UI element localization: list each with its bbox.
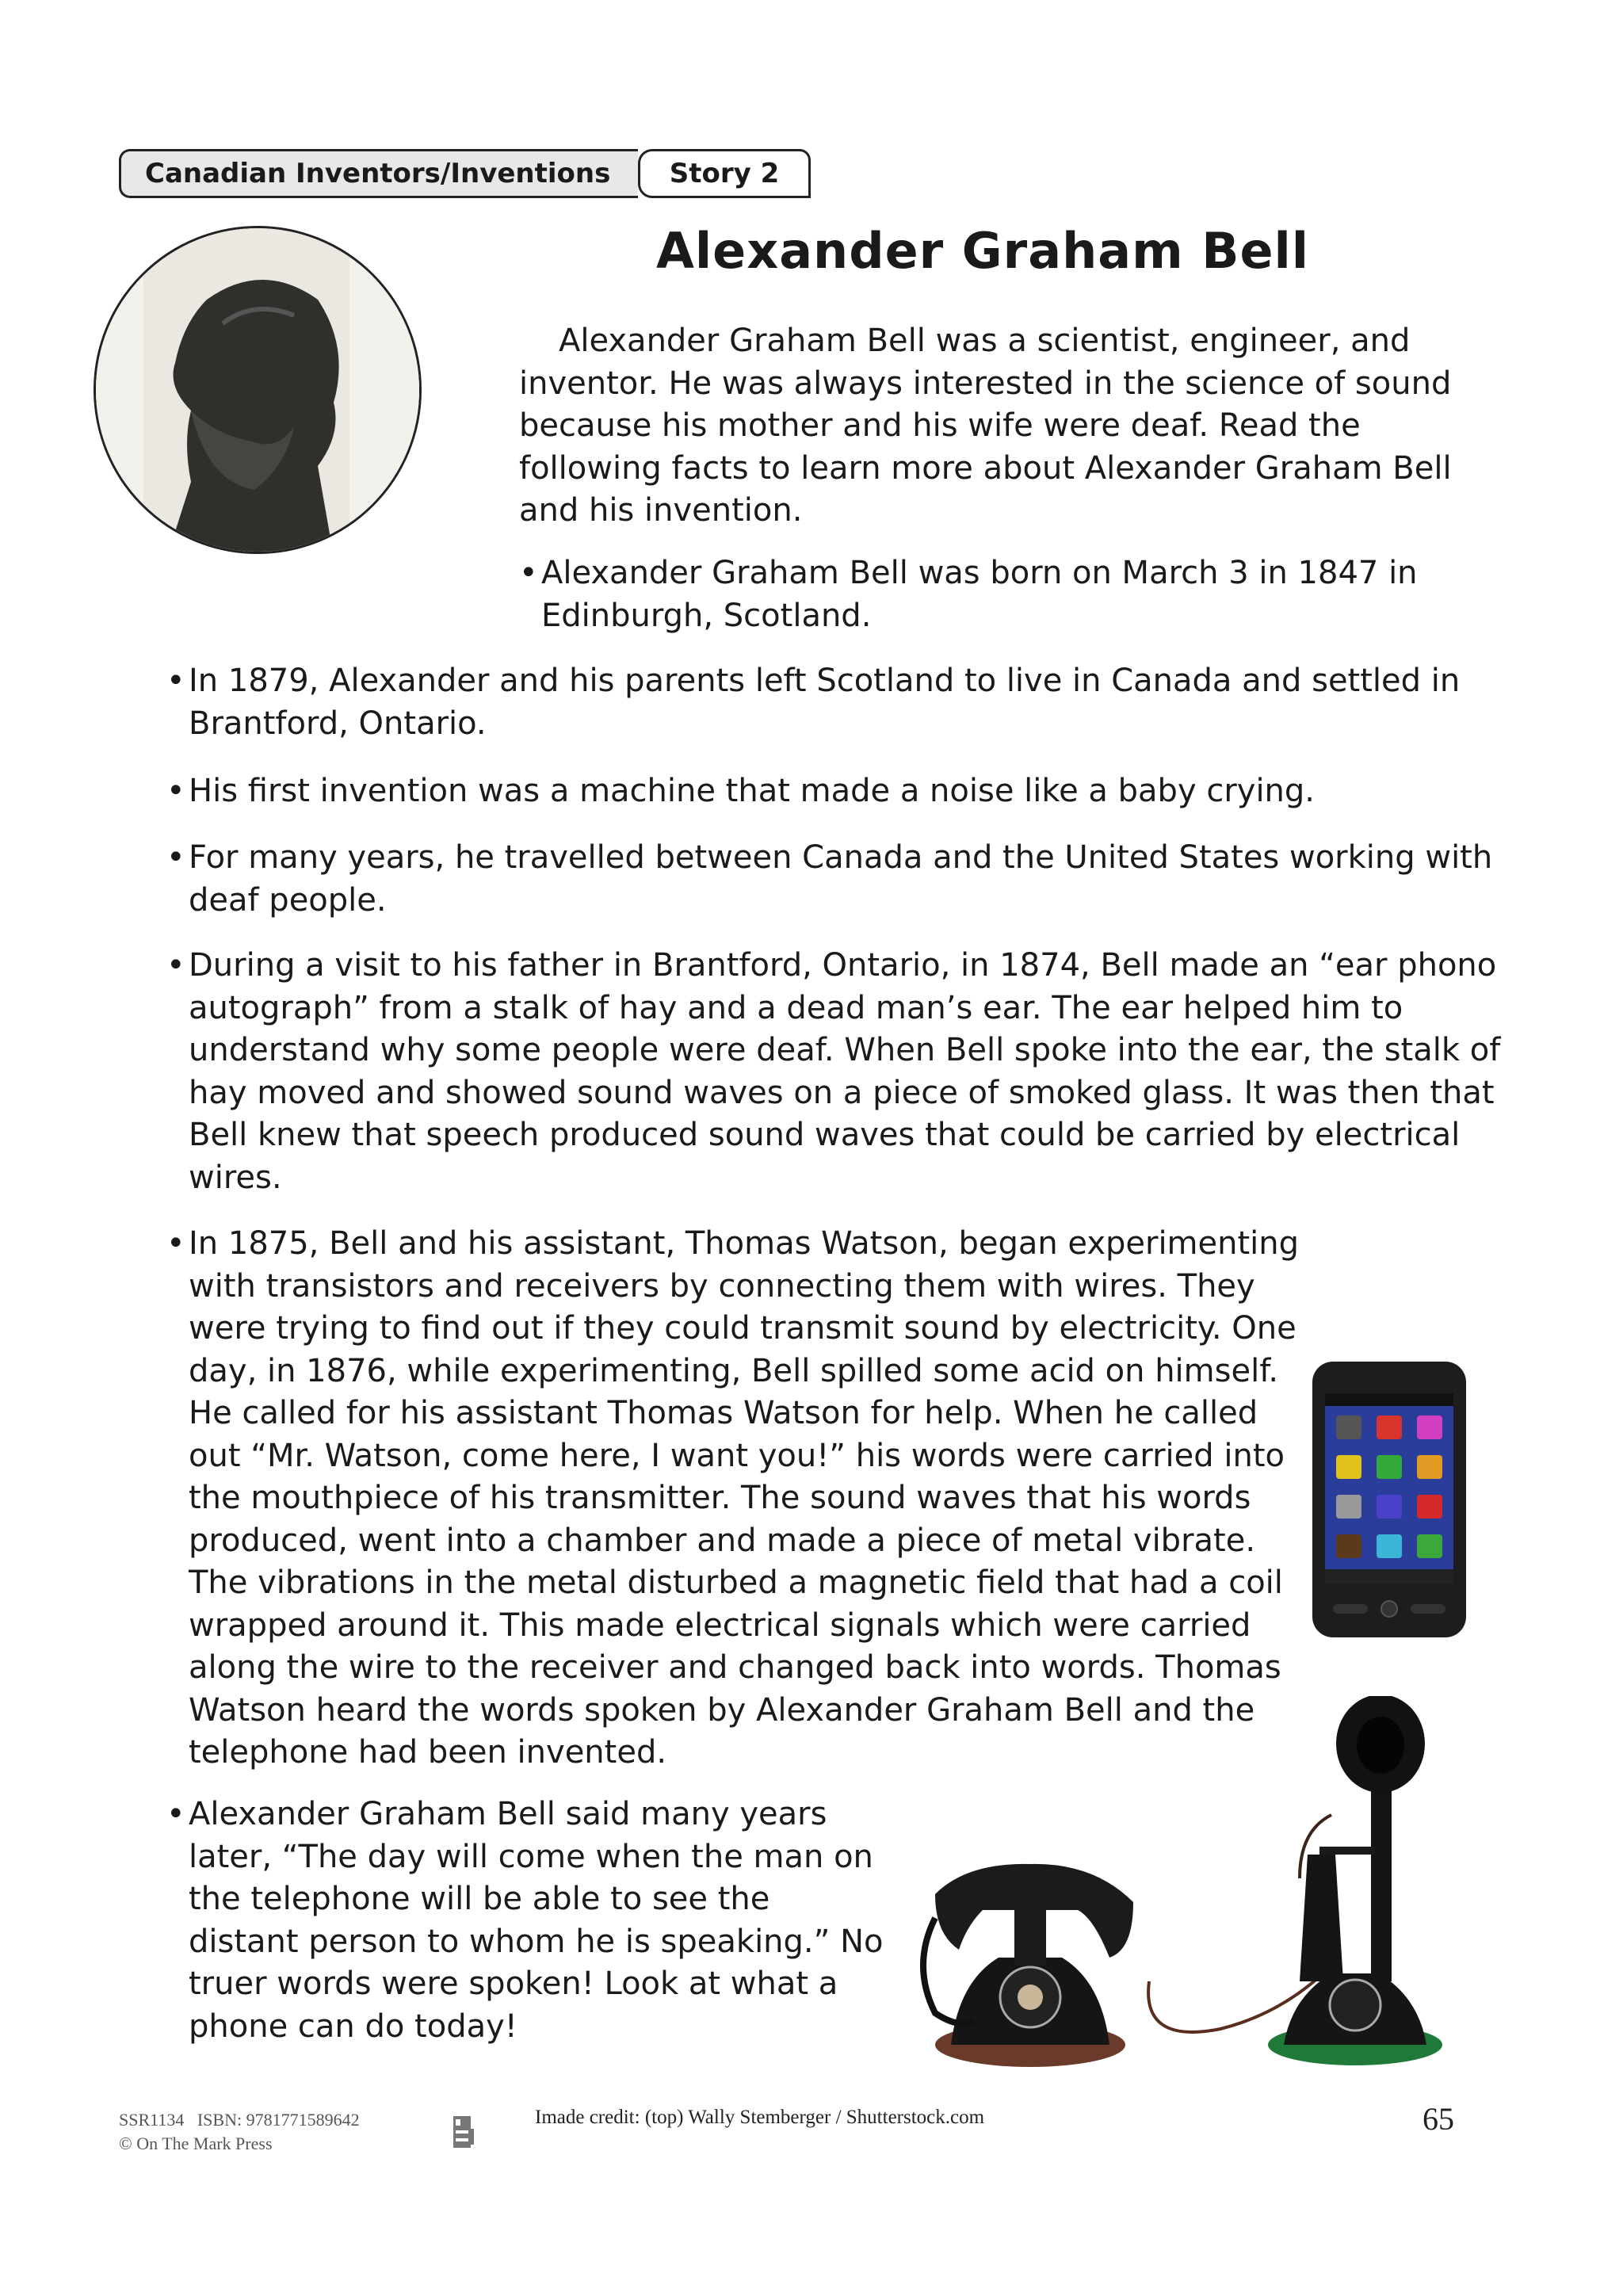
image-credit: Imade credit: (top) Wally Stemberger / Shutterstock.com bbox=[535, 2107, 985, 2128]
fact-item: • During a visit to his father in Brantford, Ontario, in 1874, Bell made an “ear phono autograph” from a stalk of hay and a dead man’s ear. The ear helped him to understand why some people were deaf. When Bell spoke into the ear, the stalk of hay moved and showed sound waves on a piece of smoked glass. It was then that Bell knew that speech produced sound waves that could be carried by electrical wires. bbox=[166, 945, 1536, 1199]
product-code: SSR1134 bbox=[119, 2110, 185, 2130]
fact-item: • Alexander Graham Bell said many years later, “The day will come when the man on the telephone will be able to see the distant person to whom he is speaking.” No truer words were spoken! Look at what a phone can do today! bbox=[166, 1794, 886, 2048]
footer-publisher-info bbox=[119, 2108, 360, 2156]
intro-paragraph: Alexander Graham Bell was a scientist, engineer, and inventor. He was always interested in the science of sound because his mother and his wife were deaf. Read the following facts to learn more about Alexander Graham Bell and his invention. bbox=[519, 323, 1452, 529]
fact-item: • Alexander Graham Bell was born on March 3 in 1847 in Edinburgh, Scotland. bbox=[519, 552, 1516, 637]
header-bar bbox=[119, 149, 811, 201]
story-label: Story 2 bbox=[638, 149, 811, 198]
fact-item bbox=[166, 1223, 1314, 1775]
isbn: ISBN: 9781771589642 bbox=[197, 2110, 360, 2130]
fact-item: • For many years, he travelled between Canada and the United States working with deaf people. bbox=[166, 837, 1536, 922]
page-title: Alexander Graham Bell bbox=[655, 222, 1310, 280]
page-number: 65 bbox=[1423, 2101, 1454, 2137]
copyright: © On The Mark Press bbox=[119, 2134, 273, 2153]
antique-telephones-image bbox=[888, 1696, 1474, 2076]
fact-item: • In 1879, Alexander and his parents left Scotland to live in Canada and settled in Brantford, Ontario. bbox=[166, 660, 1520, 745]
document-icon bbox=[453, 2116, 474, 2148]
smartphone-image bbox=[1306, 1357, 1472, 1642]
fact-text: In 1875, Bell and his assistant, Thomas Watson, began experimenting with transistors and receivers by connecting them with wires. They were trying to find out if they could transmit sound by electricity. One day, in 1876, while experimenting, Bell spilled some acid on himself. He called for his assistant Thomas Watson for help. When he called out “Mr. Watson, come here, I want you!” his words were carried into the mouthpiece of his transmitter. The sound waves that his words produced, went into a chamber and made a piece of metal vibrate. The vibrations in the metal disturbed a magnetic field that had a coil wrapped around it. This made electrical signals which were carried along the wire to the receiver and changed back into words. Thomas Watson heard the words spoken by Alexander Graham Bell and the telephone had been invented. bbox=[189, 1225, 1300, 1771]
fact-item: • His first invention was a machine that made a noise like a baby crying. bbox=[166, 770, 1520, 813]
portrait-image bbox=[94, 226, 422, 554]
series-label: Canadian Inventors/Inventions bbox=[119, 149, 638, 198]
